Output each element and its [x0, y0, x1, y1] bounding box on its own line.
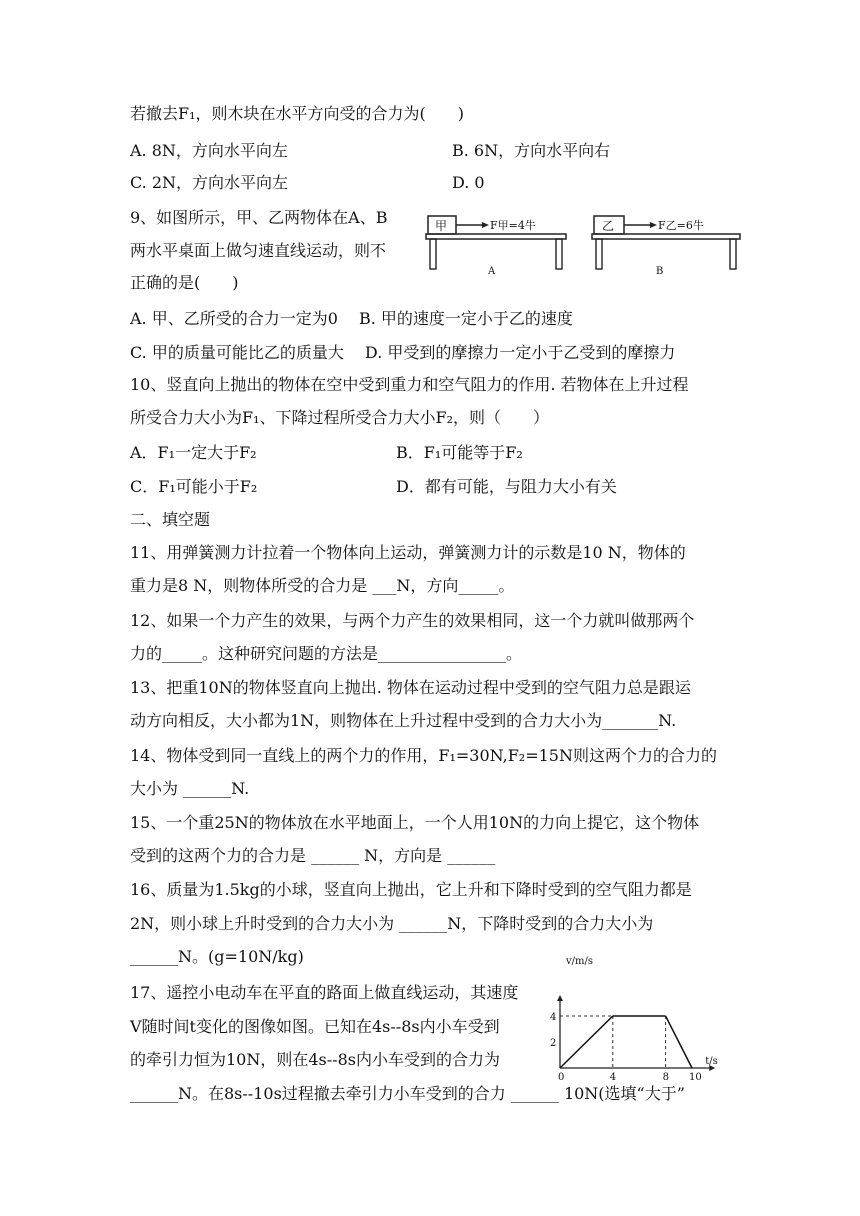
y-tick-label: 4	[550, 1012, 557, 1023]
x-tick-label: 0	[558, 1072, 565, 1083]
q17-line-1: 17、遥控小电动车在平直的路面上做直线运动，其速度	[130, 983, 519, 1002]
q15-line-2: 受到的这两个力的合力是 ______ N，方向是 ______	[130, 846, 496, 865]
arrowhead-a	[482, 222, 489, 228]
x-tick-label: 8	[662, 1072, 669, 1083]
x-tick-label: 4	[609, 1072, 617, 1083]
table-b	[592, 216, 740, 277]
q8-option-c: C. 2N，方向水平向左	[130, 173, 289, 192]
q15-line-1: 15、一个重25N的物体放在水平地面上，一个人用10N的力向上提它，这个物体	[130, 813, 700, 832]
q11-line-2: 重力是8 N，则物体所受的合力是 ___N，方向_____。	[130, 576, 515, 595]
x-tick-label: 10	[689, 1072, 702, 1083]
q8-option-d: D. 0	[452, 173, 485, 192]
q10-option-d: D．都有可能，与阻力大小有关	[396, 477, 617, 496]
q9-stem-line-1: 9、如图所示，甲、乙两物体在A、B	[130, 208, 388, 227]
table-a-label: A	[488, 266, 496, 277]
q8-option-b: B. 6N，方向水平向右	[452, 141, 611, 160]
q10-option-c: C．F₁可能小于F₂	[130, 477, 258, 496]
q9-options-cd: C. 甲的质量可能比乙的质量大 D. 甲受到的摩擦力一定小于乙受到的摩擦力	[130, 343, 676, 362]
arrowhead-b	[650, 222, 657, 228]
q12-line-2: 力的_____。这种研究问题的方法是________________。	[130, 644, 523, 663]
q9-stem-line-2: 两水平桌面上做匀速直线运动，则不	[130, 241, 387, 260]
q10-option-b: B．F₁可能等于F₂	[396, 443, 523, 462]
q14-line-2: 大小为 ______N.	[130, 779, 250, 798]
q10-stem-line-1: 10、竖直向上抛出的物体在空中受到重力和空气阻力的作用. 若物体在上升过程	[130, 375, 689, 394]
y-tick-label: 2	[550, 1038, 557, 1049]
q13-line-1: 13、把重10N的物体竖直向上抛出. 物体在运动过程中受到的空气阻力总是跟运	[130, 678, 691, 697]
vt-graph	[544, 952, 736, 1084]
q13-line-2: 动方向相反，大小都为1N，则物体在上升过程中受到的合力大小为_______N.	[130, 711, 677, 730]
table-b-label: B	[656, 266, 664, 277]
q10-option-a: A．F₁一定大于F₂	[130, 443, 257, 462]
q17-line-2: V随时间t变化的图像如图。已知在4s--8s内小车受到	[130, 1017, 500, 1036]
block-jia-label: 甲	[435, 219, 448, 233]
q8-stem-line: 若撤去F₁，则木块在水平方向受的合力为( )	[130, 104, 465, 123]
y-axis-label: v/m/s	[566, 956, 594, 967]
q16-line-2: 2N，则小球上升时受到的合力大小为 ______N，下降时受到的合力大小为	[130, 914, 654, 933]
q16-line-3: ______N。(g=10N/kg)	[130, 947, 304, 966]
q9-options-ab: A. 甲、乙所受的合力一定为0 B. 甲的速度一定小于乙的速度	[130, 309, 573, 328]
q11-line-1: 11、用弹簧测力计拉着一个物体向上运动，弹簧测力计的示数是10 N，物体的	[130, 543, 686, 562]
q14-line-1: 14、物体受到同一直线上的两个力的作用，F₁=30N,F₂=15N则这两个力的合力的	[130, 746, 717, 765]
velocity-segment	[666, 1016, 692, 1068]
q9-stem-line-3: 正确的是( )	[130, 273, 239, 292]
q8-option-a: A. 8N，方向水平向左	[130, 141, 288, 160]
velocity-segment	[560, 1016, 613, 1068]
force-a-label: F甲=4牛	[490, 219, 536, 232]
q9-figure	[424, 210, 744, 286]
q16-line-1: 16、质量为1.5kg的小球，竖直向上抛出，它上升和下降时受到的空气阻力都是	[130, 880, 692, 899]
section-heading: 二、填空题	[130, 510, 211, 529]
y-axis-arrow	[557, 995, 563, 1001]
q12-line-1: 12、如果一个力产生的效果，与两个力产生的效果相同，这一个力就叫做那两个	[130, 611, 695, 630]
q17-line-4: ______N。在8s--10s过程撤去牵引力小车受到的合力 ______ 10N(选填“大于”	[130, 1084, 685, 1103]
q17-line-3: 的牵引力恒为10N，则在4s--8s内小车受到的合力为	[130, 1050, 500, 1069]
table-a	[426, 216, 566, 277]
force-b-label: F乙=6牛	[658, 219, 704, 232]
q10-stem-line-2: 所受合力大小为F₁、下降过程所受合力大小F₂，则（ ）	[130, 408, 550, 427]
block-yi-label: 乙	[602, 219, 615, 233]
x-axis-label: t/s	[705, 1056, 718, 1067]
